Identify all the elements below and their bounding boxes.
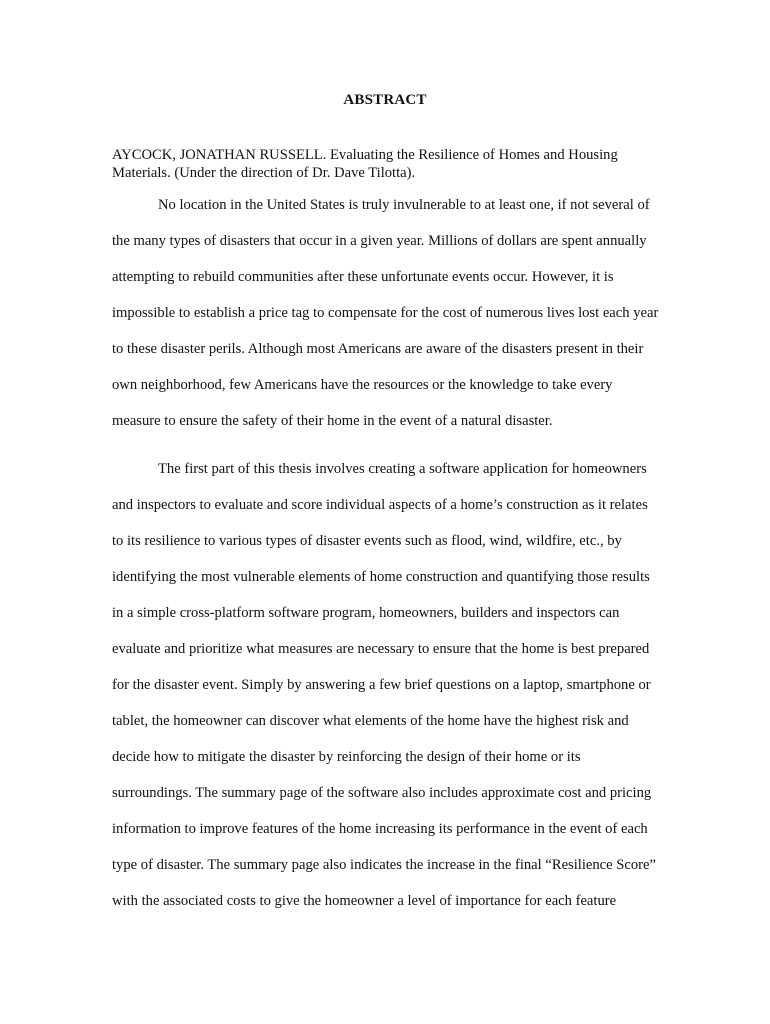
- paragraph-line: measure to ensure the safety of their home in the event of a natural disaster.: [112, 413, 553, 429]
- paragraph-line: decide how to mitigate the disaster by reinforcing the design of their home or its: [112, 749, 581, 765]
- paragraph-line: identifying the most vulnerable elements of home construction and quantifying those results: [112, 569, 650, 585]
- paragraph-line: to its resilience to various types of disaster events such as flood, wind, wildfire, etc., by: [112, 533, 622, 549]
- paragraph-line: in a simple cross-platform software program, homeowners, builders and inspectors can: [112, 605, 620, 621]
- paragraph-line: evaluate and prioritize what measures are necessary to ensure that the home is best prepared: [112, 641, 650, 657]
- citation-line: Materials. (Under the direction of Dr. Dave Tilotta).: [112, 165, 416, 181]
- paragraph-line: type of disaster. The summary page also indicates the increase in the final “Resilience Score”: [112, 857, 656, 873]
- abstract-paragraph-1: [112, 187, 682, 439]
- citation-block: [112, 146, 672, 182]
- paragraph-line: attempting to rebuild communities after these unfortunate events occur. However, it is: [112, 269, 614, 285]
- paragraph-line: with the associated costs to give the homeowner a level of importance for each feature: [112, 893, 617, 909]
- paragraph-line: own neighborhood, few Americans have the resources or the knowledge to take every: [112, 377, 613, 393]
- paragraph-line: for the disaster event. Simply by answering a few brief questions on a laptop, smartphone or: [112, 677, 651, 693]
- paragraph-line: information to improve features of the home increasing its performance in the event of each: [112, 821, 648, 837]
- paragraph-line: the many types of disasters that occur in a given year. Millions of dollars are spent annually: [112, 233, 647, 249]
- citation-line: AYCOCK, JONATHAN RUSSELL. Evaluating the Resilience of Homes and Housing: [112, 147, 618, 163]
- page-title: ABSTRACT: [343, 92, 427, 108]
- paragraph-line: impossible to establish a price tag to compensate for the cost of numerous lives lost each year: [112, 305, 659, 321]
- paragraph-line: and inspectors to evaluate and score individual aspects of a home’s construction as it relates: [112, 497, 648, 513]
- paragraph-line: surroundings. The summary page of the software also includes approximate cost and pricing: [112, 785, 652, 801]
- paragraph-line: No location in the United States is truly invulnerable to at least one, if not several of: [158, 197, 650, 213]
- paragraph-line: The first part of this thesis involves creating a software application for homeowners: [158, 461, 647, 477]
- paragraph-line: to these disaster perils. Although most Americans are aware of the disasters present in their: [112, 341, 644, 357]
- paragraph-line: tablet, the homeowner can discover what elements of the home have the highest risk and: [112, 713, 629, 729]
- abstract-paragraph-2: [112, 451, 682, 919]
